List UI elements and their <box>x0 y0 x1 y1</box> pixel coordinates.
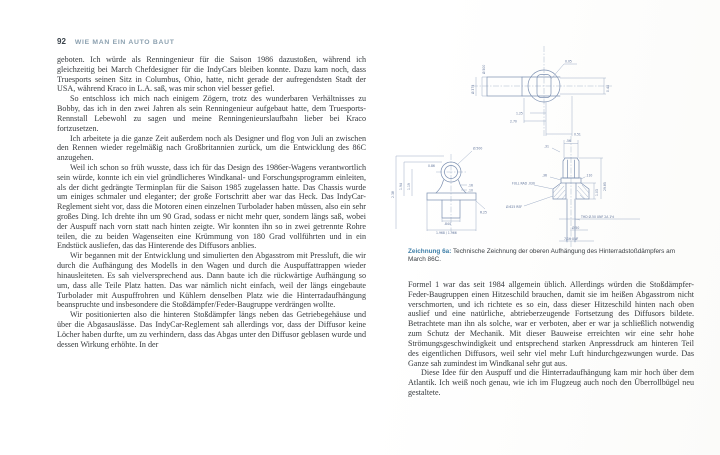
dimension-label: Ø.625 REF <box>506 205 523 209</box>
dimension-label: .844 <box>444 222 451 226</box>
view-side <box>470 46 612 136</box>
dimension-label: Ø.50 <box>572 226 580 230</box>
centerlines <box>472 46 612 136</box>
dimension-label: 29.85 <box>603 182 607 191</box>
dimension-label: .16 <box>468 183 473 188</box>
dimension-label: 1.25 <box>516 111 523 116</box>
technical-drawing <box>384 36 674 250</box>
page-number: 92 <box>57 37 66 46</box>
dimension-label: .10 <box>468 188 473 193</box>
dimension-label: 0.51 <box>574 132 581 137</box>
right-page <box>386 0 720 455</box>
dimension-label: FULL RAD .030 <box>512 181 535 186</box>
dimension-label: Ø.375 <box>471 84 475 94</box>
view-front <box>391 146 487 236</box>
dimension-label: .36 <box>542 173 547 178</box>
dimension-label: 7/16 UNF <box>564 237 579 241</box>
left-body-text <box>57 55 366 349</box>
dimension-label: THD Ø.50 UNF 2A 1½ <box>581 215 615 219</box>
paragraph: Wir begannen mit der Entwicklung und simulierten den Abgasstrom mit Pressluft, die wir durch die Aufhängung des Modells in den Wagen und durch die Auspuffattrappen wieder hinausleiteten. Es sah vielversprechend aus. Dann baute ich die rückwärtige Aufhängung so um, dass alle Teile Platz hatten. Das war nämlich nicht einfach, weil der längs eingebaute Turbolader mit Auspuffrohren und Kühlern denselben Platz wie die Hinterradaufhängung beanspruchte und insbesondere die Stoßdämpfer/Feder-Baugruppe verdrängen wollte. <box>57 251 366 310</box>
dimension-label: 2.38 <box>391 191 395 198</box>
figure-caption <box>408 248 694 264</box>
dimension-label: R.25 <box>480 210 487 215</box>
right-body-text <box>408 280 694 398</box>
dimension-label: 2.70 <box>510 119 517 124</box>
dimension-label: 0.44 <box>606 85 610 92</box>
view-section <box>506 136 640 248</box>
dimension-label: .56 <box>566 139 571 143</box>
running-header <box>57 37 175 46</box>
paragraph: Weil ich schon so früh wusste, dass ich für das Design des 1986er-Wagens verantwortlich sein würde, konnte ich ein viel gründlicheres Windkanal- und Forschungsprogramm einleiten, als der dicht gedrängte Terminplan für die Saison 1985 zugelassen hatte. Das Chassis wurde um einiges schmaler und eleganter; der große Fortschritt aber war das Heck. Das IndyCar-Reglement sieht vor, dass die Motoren einen einzelnen Turbolader haben müssen, also ein sehr großes Ding. Ich drehte ihn um 90 Grad, sodass er nicht mehr quer, sondern längs saß, wobei der Auspuff nach vorn statt nach hinten zeigte. Wir konnten ihn so in zwei getrennte Rohre teilen, die zu beiden Wagenseiten eine Krümmung von 180 Grad vollführten und in ein Endstück ausliefen, das das Hinterende des Diffusors anblies. <box>57 162 366 251</box>
paragraph: geboten. Ich würde als Renningenieur für die Saison 1986 dazustoßen, während ich gleichzeitig bei March Chefdesigner für die IndyCars bleiben konnte. Dazu kam noch, dass Truesports seinen Sitz in Columbus, Ohio, hatte, nicht gerade der aufregendsten Stadt der USA, während Kraco in L.A. saß, was mir schon viel besser gefiel. <box>57 55 366 94</box>
paragraph: Diese Idee für den Auspuff und die Hinterradaufhängung kam mir hoch über dem Atlantik. Ich weiß noch genau, wie ich im Flugzeug auch noch den Überrollbügel neu gestaltete. <box>408 368 694 397</box>
dimension-label: 1.968 / 1.966 <box>436 231 457 235</box>
dimension-label: 0.05 <box>565 59 572 64</box>
running-title: WIE MAN EIN AUTO BAUT <box>74 39 175 46</box>
dimension-label: Ø.500 <box>482 64 486 74</box>
dimension-label: 1.94 <box>399 183 403 190</box>
paragraph: So entschloss ich mich nach einigem Zögern, trotz des wunderbaren Verhältnisses zu Bobby, das ich in den zwei Jahren als sein Renningenieur aufgebaut hatte, dem Truesports-Rennstall Lebewohl zu sagen und meine Renningenieurslaufbahn lieber bei Kraco fortzusetzen. <box>57 94 366 133</box>
dimension-label: Ø.500 <box>473 146 483 151</box>
dimension-label: 1.03 <box>595 189 599 196</box>
paragraph: Formel 1 war das seit 1984 allgemein üblich. Allerdings würden die Stoßdämpfer-Feder-Baugruppen einen Hitzeschild brauchen, damit sie im heißen Abgasstrom nicht verschmorten, und ich richtete es so ein, dass dieser Hitzeschild hinten nach oben auslief und eine natürliche, abtrieberzeugende Fortsetzung des Diffusors bildete. Betrachtete man ihn als solche, war er verboten, aber er war ja schließlich notwendig zum Schutz der Mechanik. Mit dieser Bauweise erreichten wir eine sehr hohe Strömungsgeschwindigkeit und entsprechend starken Anpressdruck am hinteren Teil des eigentlichen Diffusors, weil sehr viel mehr Luft hindurchgezwungen wurde. Das Ganze sah zumindest im Windkanal sehr gut aus. <box>408 280 694 368</box>
dimension-label: 0.86 <box>428 164 435 168</box>
paragraph: Ich arbeitete ja die ganze Zeit außerdem noch als Designer und flog von Juli an zwischen den Rennen wieder regelmäßig nach Großbritannien zurück, um die Entwicklung des 86C anzugehen. <box>57 133 366 163</box>
caption-label: Zeichnung 6a: <box>408 248 452 255</box>
dimension-label: .110 <box>585 173 593 178</box>
dimension-label: .31 <box>544 144 549 149</box>
paragraph: Wir positionierten also die hinteren Stoßdämpfer längs neben das Getriebegehäuse und über die Abgasauslässe. Das IndyCar-Reglement sah allerdings vor, dass der Diffusor keine Löcher haben durfte, um zu verhindern, dass das Abgas unter den Diffusor geblasen wurde und dessen Wirkung erhöhte. In der <box>57 310 366 349</box>
dimension-label: 1.19 <box>407 183 411 190</box>
caption-text: Technische Zeichnung der oberen Aufhängung des Hinterradstoßdämpfers am March 86C. <box>408 248 676 263</box>
